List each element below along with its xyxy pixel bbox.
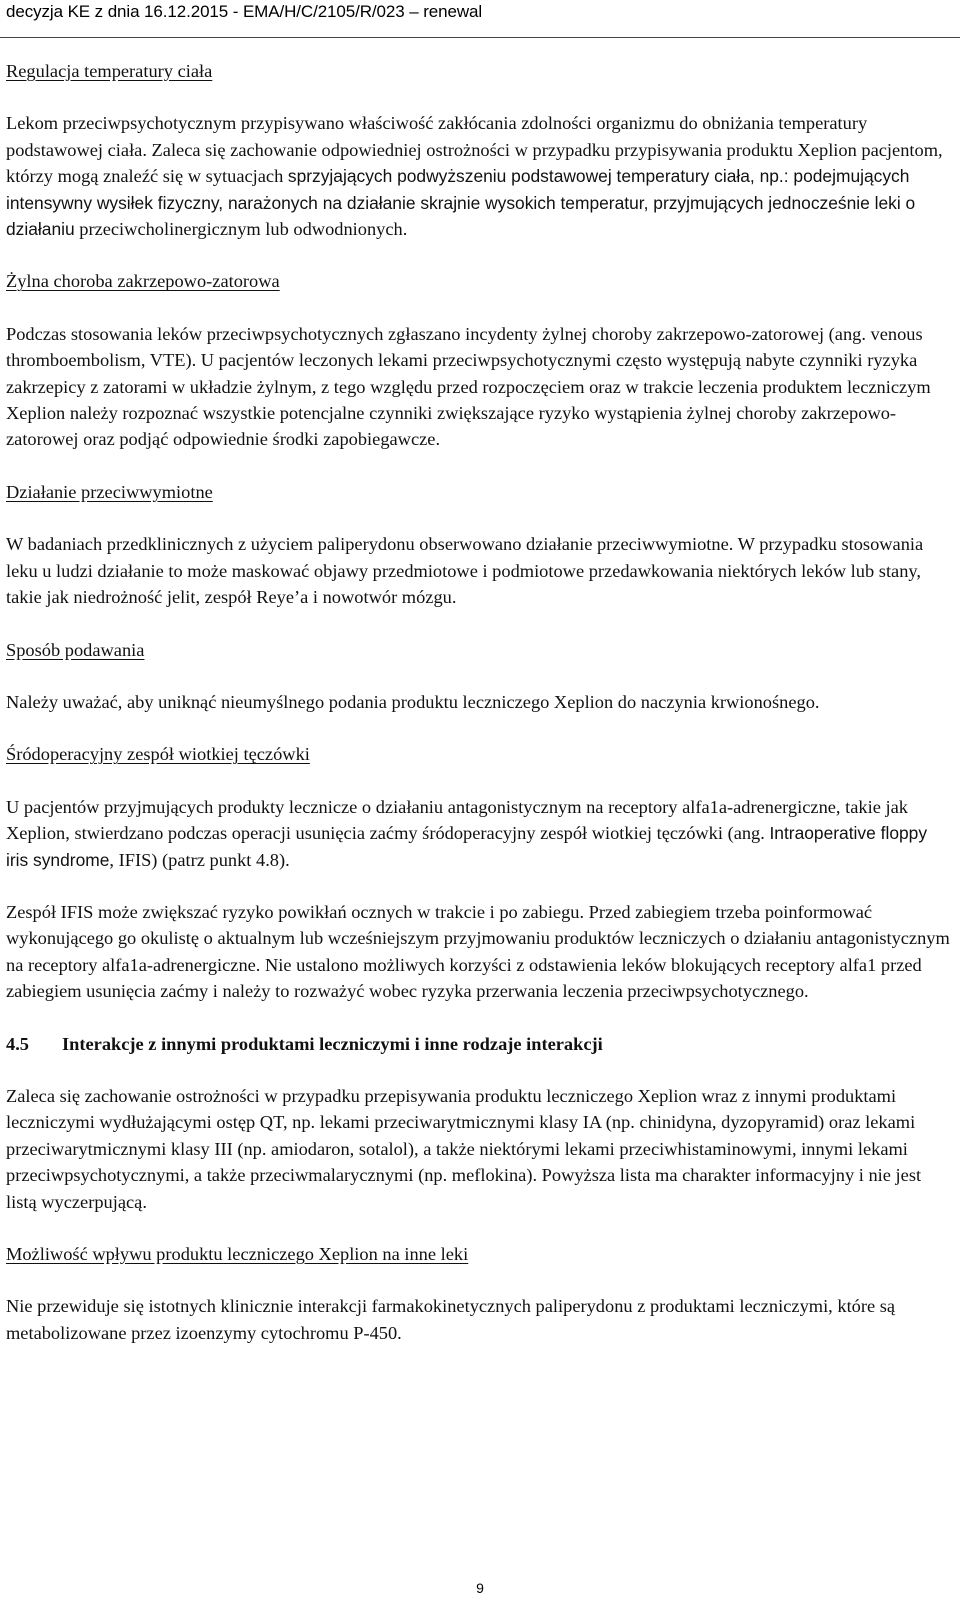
paragraph-text-sans: sprzyjających podwyższeniu podstawowej temperatury ciała, np.: podejmujących intensywny wysiłek fizyczny, narażonych na działanie skrajnie wysokich temperatur, przyjmujących jednocześnie leki o działaniu [6,166,916,240]
heading-temperature-regulation: Regulacja temperatury ciała [6,61,213,81]
document-body [6,58,952,1346]
paragraph-text: U pacjentów przyjmujących produkty lecznicze o działaniu antagonistycznym na receptory alfa1a-adrenergiczne, takie jak Xeplion, stwierdzano podczas operacji usunięcia zaćmy śródoperacyjny zespół wiotkiej tęczówki (ang. [6,796,908,844]
paragraph-interactions: Zaleca się zachowanie ostrożności w przypadku przepisywania produktu leczniczego Xeplion wraz z innymi produktami leczniczymi wydłużającymi ostęp QT, np. lekami przeciwarytmicznymi klasy IA (np. chinidyna, dyzopyramid) oraz lekami przeciwarytmicznymi klasy III (np. amiodaron, sotalol), a także niektórymi lekami przeciwhistaminowymi, innymi lekami przeciwpsychotycznymi, a także przeciwmalarycznymi (np. meflokina). Powyższa lista ma charakter informacyjny i nie jest listą wyczerpującą. [6,1085,922,1212]
paragraph-vte: Podczas stosowania leków przeciwpsychotycznych zgłaszano incydenty żylnej choroby zakrzepowo-zatorowej (ang. venous thromboembolism, VTE). U pacjentów leczonych lekami przeciwpsychotycznymi często występują nabyte czynniki ryzyka zakrzepicy z zatorami w układzie żylnym, z tego względu przed rozpoczęciem oraz w trakcie leczenia produktem leczniczym Xeplion należy rozpoznać wszystkie potencjalne czynniki zwiększające ryzyko wystąpienia żylnej choroby zakrzepowo-zatorowej oraz podjąć odpowiednie środki zapobiegawcze. [6,323,931,450]
heading-vte: Żylna choroba zakrzepowo-zatorowa [6,271,280,292]
paragraph-text-sans: Intraoperative floppy iris syndrome [6,823,928,870]
paragraph-temperature-regulation [6,110,952,242]
paragraph-antiemetic: W badaniach przedklinicznych z użyciem paliperydonu obserwowano działanie przeciwwymiotne. W przypadku stosowania leku u ludzi działanie to może maskować objawy przedmiotowe i podmiotowe przedawkowania niektórych leków lub stany, takie jak niedrożność jelit, zespół Reye’a i nowotwór mózgu. [6,534,924,608]
paragraph-text: przeciwcholinergicznym lub odwodnionych. [74,219,408,240]
paragraph-ifis-2: Zespół IFIS może zwiększać ryzyko powikłań ocznych w trakcie i po zabiegu. Przed zabiegiem trzeba poinformować wykonującego go okulistę o aktualnym lub wcześniejszym przyjmowaniu produktów leczniczych o działaniu antagonistycznym na receptory alfa1a-adrenergiczne. Nie ustalono możliwych korzyści z odstawienia leków blokujących receptory alfa1 przed zabiegiem usunięcia zaćmy i należy to rozważyć wobec ryzyka przerwania leczenia przeciwpsychotycznego. [6,901,950,1002]
paragraph-text: Lekom przeciwpsychotycznym przypisywano właściwość zakłócania zdolności organizmu do obniżania temperatury podstawowej ciała. Zaleca się zachowanie odpowiedniej ostrożności w przypadku przypisywania produktu Xeplion pacjentom, którzy mogą znaleźć się w sytuacjach [6,113,943,187]
heading-other-drugs: Możliwość wpływu produktu leczniczego Xeplion na inne leki [6,1244,469,1264]
section-heading-4-5 [6,1031,952,1057]
header-divider [0,37,960,38]
heading-antiemetic: Działanie przeciwwymiotne [6,481,213,502]
section-title: Interakcje z innymi produktami leczniczymi i inne rodzaje interakcji [62,1033,603,1054]
heading-ifis: Śródoperacyjny zespół wiotkiej tęczówki [6,744,310,765]
document-header: decyzja KE z dnia 16.12.2015 - EMA/H/C/2105/R/023 – renewal [6,2,483,21]
page-number: 9 [476,1580,484,1596]
heading-administration: Sposób podawania [6,639,145,660]
paragraph-ifis-1 [6,794,952,873]
paragraph-text: , IFIS) (patrz punkt 4.8). [109,849,290,870]
paragraph-other-drugs: Nie przewiduje się istotnych klinicznie interakcji farmakokinetycznych paliperydonu z produktami leczniczymi, które są metabolizowane przez izoenzymy cytochromu P-450. [6,1296,896,1343]
paragraph-administration: Należy uważać, aby uniknąć nieumyślnego podania produktu leczniczego Xeplion do naczynia krwionośnego. [6,691,820,712]
section-number: 4.5 [6,1033,29,1054]
